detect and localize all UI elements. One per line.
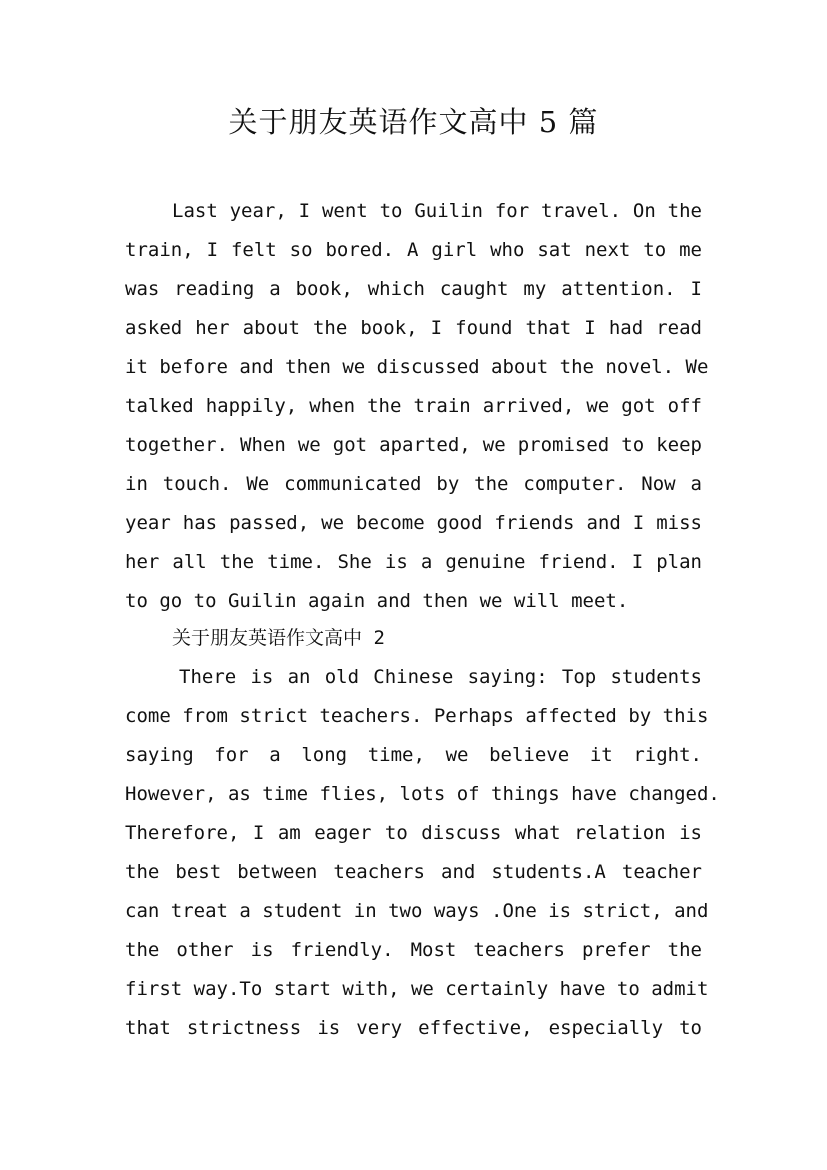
essay1-line: asked her about the book, I found that I had read <box>125 317 702 339</box>
essay1-line: her all the time. She is a genuine friend. I plan <box>125 551 702 573</box>
essay2-line: the best between teachers and students.A teacher <box>125 861 702 883</box>
essay1-line: together. When we got aparted, we promised to keep <box>125 434 702 456</box>
essay2-line: saying for a long time, we believe it right. <box>125 744 702 766</box>
essay2-line: that strictness is very effective, especially to <box>125 1017 702 1039</box>
essay1-line: was reading a book, which caught my attention. I <box>125 278 702 300</box>
essay2-line: the other is friendly. Most teachers prefer the <box>125 939 702 961</box>
essay2-line: come from strict teachers. Perhaps affected by this <box>125 705 709 727</box>
essay1-line: Last year, I went to Guilin for travel. On the <box>172 200 702 222</box>
essay2-line: can treat a student in two ways .One is strict, and <box>125 900 709 922</box>
essay1-line: in touch. We communicated by the computer. Now a <box>125 473 702 495</box>
essay1-line: it before and then we discussed about the novel. We <box>125 356 709 378</box>
essay2-line: Therefore, I am eager to discuss what relation is <box>125 822 702 844</box>
essay1-line: year has passed, we become good friends and I miss <box>125 512 702 534</box>
essay1-line: to go to Guilin again and then we will meet. <box>125 590 629 612</box>
essay1-line: talked happily, when the train arrived, we got off <box>125 395 702 417</box>
essay2-heading: 关于朋友英语作文高中 2 <box>172 627 385 649</box>
essay2-line: However, as time flies, lots of things have changed. <box>125 783 720 805</box>
essay2-line: first way.To start with, we certainly have to admit <box>125 978 709 1000</box>
page-title: 关于朋友英语作文高中 5 篇 <box>228 105 599 139</box>
essay2-line: There is an old Chinese saying: Top students <box>179 666 702 688</box>
essay1-line: train, I felt so bored. A girl who sat next to me <box>125 239 702 261</box>
